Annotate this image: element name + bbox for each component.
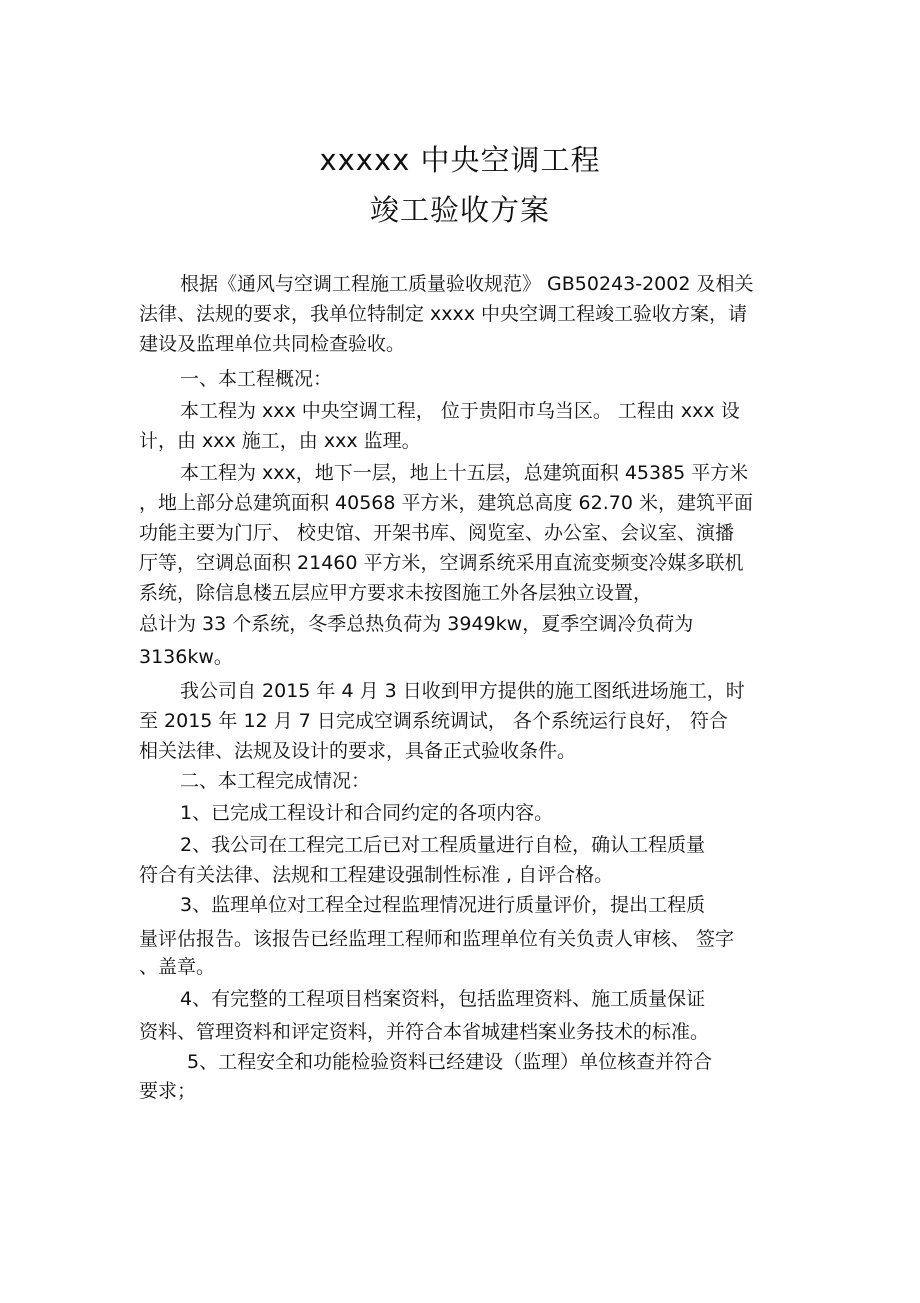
body-line: 建设及监理单位共同检查验收。 — [139, 333, 406, 355]
body-line: 本工程为 xxx，地下一层，地上十五层，总建筑面积 45385 平方米 — [180, 462, 749, 484]
body-line: 计，由 xxx 施工，由 xxx 监理。 — [139, 430, 421, 452]
body-line: 量评估报告。该报告已经监理工程师和监理单位有关负责人审核、 签字 — [139, 928, 735, 950]
body-line: 法律、法规的要求，我单位特制定 xxxx 中央空调工程竣工验收方案，请 — [139, 303, 748, 325]
body-line: 根据《通风与空调工程施工质量验收规范》 GB50243-2002 及相关 — [180, 273, 754, 295]
document-title-line-2: 竣工验收方案 — [369, 193, 550, 227]
body-line: 至 2015 年 12 月 7 日完成空调系统调试， 各个系统运行良好， 符合 — [139, 710, 728, 732]
body-line: 符合有关法律、法规和工程建设强制性标准 , 自评合格。 — [139, 864, 614, 886]
body-line: 系统，除信息楼五层应甲方要求未按图施工外各层独立设置， — [139, 582, 653, 604]
body-line: 功能主要为门厅、 校史馆、开架书库、阅览室、办公室、会议室、演播 — [139, 522, 735, 544]
section-heading: 一、本工程概况： — [180, 368, 333, 390]
list-item: 1、已完成工程设计和合同约定的各项内容。 — [180, 802, 554, 824]
body-line: 总计为 33 个系统，冬季总热负荷为 3949kw，夏季空调冷负荷为 — [139, 613, 694, 635]
body-line: 3136kw。 — [139, 646, 233, 668]
section-heading: 二、本工程完成情况： — [180, 770, 371, 792]
body-line: 我公司自 2015 年 4 月 3 日收到甲方提供的施工图纸进场施工，时 — [180, 680, 745, 702]
list-item: 5、工程安全和功能检验资料已经建设（监理）单位核查并符合 — [187, 1051, 713, 1073]
body-line: 厅等，空调总面积 21460 平方米，空调系统采用直流变频变冷媒多联机 — [139, 552, 744, 574]
body-line: 资料、管理资料和评定资料，并符合本省城建档案业务技术的标准。 — [139, 1021, 710, 1043]
body-line: 、盖章。 — [139, 956, 216, 978]
body-line: 相关法律、法规及设计的要求，具备正式验收条件。 — [139, 740, 577, 762]
list-item: 4、有完整的工程项目档案资料，包括监理资料、施工质量保证 — [180, 988, 706, 1010]
body-line: ，地上部分总建筑面积 40568 平方米，建筑总高度 62.70 米，建筑平面 — [139, 492, 753, 514]
body-line: 本工程为 xxx 中央空调工程， 位于贵阳市乌当区。 工程由 xxx 设 — [180, 400, 740, 422]
body-line: 要求； — [139, 1080, 197, 1102]
list-item: 3、监理单位对工程全过程监理情况进行质量评价，提出工程质 — [180, 894, 706, 916]
list-item: 2、我公司在工程完工后已对工程质量进行自检，确认工程质量 — [180, 834, 706, 856]
document-title-line-1: xxxxx 中央空调工程 — [319, 143, 601, 177]
